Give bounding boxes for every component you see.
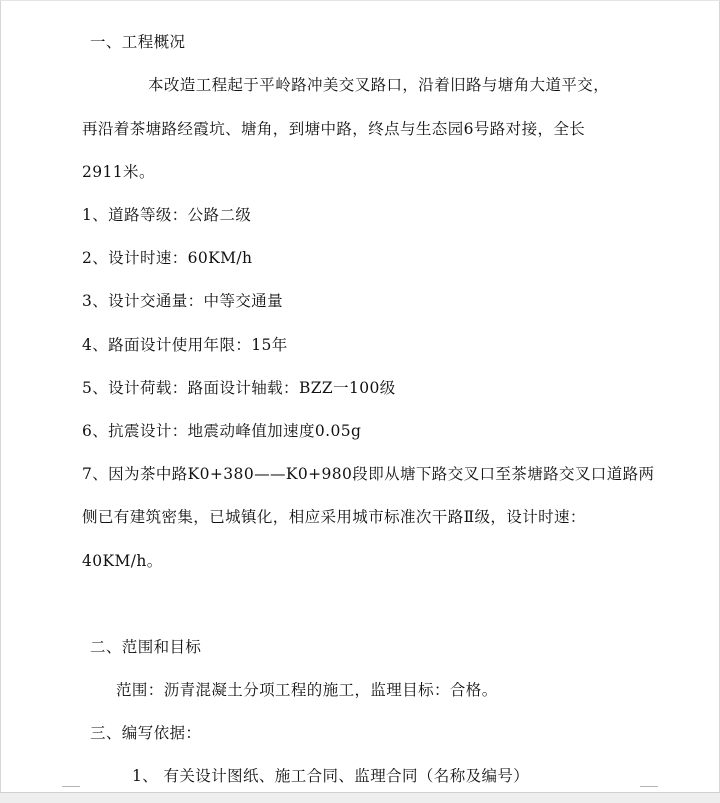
intro-paragraph-line-2: 再沿着茶塘路经霞坑、塘角，到塘中路，终点与生态园6号路对接，全长 bbox=[82, 120, 586, 138]
intro-paragraph-line-1: 本改造工程起于平岭路冲美交叉路口，沿着旧路与塘角大道平交， bbox=[148, 76, 610, 94]
section-heading-overview: 一、工程概况 bbox=[90, 33, 186, 51]
item-service-life: 4、路面设计使用年限：15年 bbox=[82, 336, 288, 354]
section-heading-scope: 二、范围和目标 bbox=[90, 638, 202, 656]
item-seismic-design: 6、抗震设计：地震动峰值加速度0.05g bbox=[82, 422, 362, 440]
item-design-load: 5、设计荷载：路面设计轴载：BZZ一100级 bbox=[82, 379, 396, 397]
scope-text: 范围：沥青混凝土分项工程的施工，监理目标：合格。 bbox=[116, 681, 498, 699]
item-traffic-volume: 3、设计交通量：中等交通量 bbox=[82, 292, 284, 310]
window-bottom-bar bbox=[0, 792, 720, 803]
item7-line-2: 侧已有建筑密集，已城镇化，相应采用城市标准次干路Ⅱ级，设计时速： bbox=[82, 508, 586, 526]
item-design-speed: 2、设计时速：60KM/h bbox=[82, 249, 253, 267]
item7-line-3: 40KM/h。 bbox=[82, 552, 163, 570]
item-road-grade: 1、道路等级：公路二级 bbox=[82, 206, 252, 224]
item7-line-1: 7、因为茶中路K0+380——K0+980段即从塘下路交叉口至茶塘路交叉口道路两 bbox=[82, 465, 655, 483]
section-heading-basis: 三、编写依据： bbox=[90, 724, 202, 742]
intro-paragraph-line-3: 2911米。 bbox=[82, 163, 155, 181]
basis-item-1: 1、 有关设计图纸、施工合同、监理合同（名称及编号） bbox=[132, 767, 530, 785]
